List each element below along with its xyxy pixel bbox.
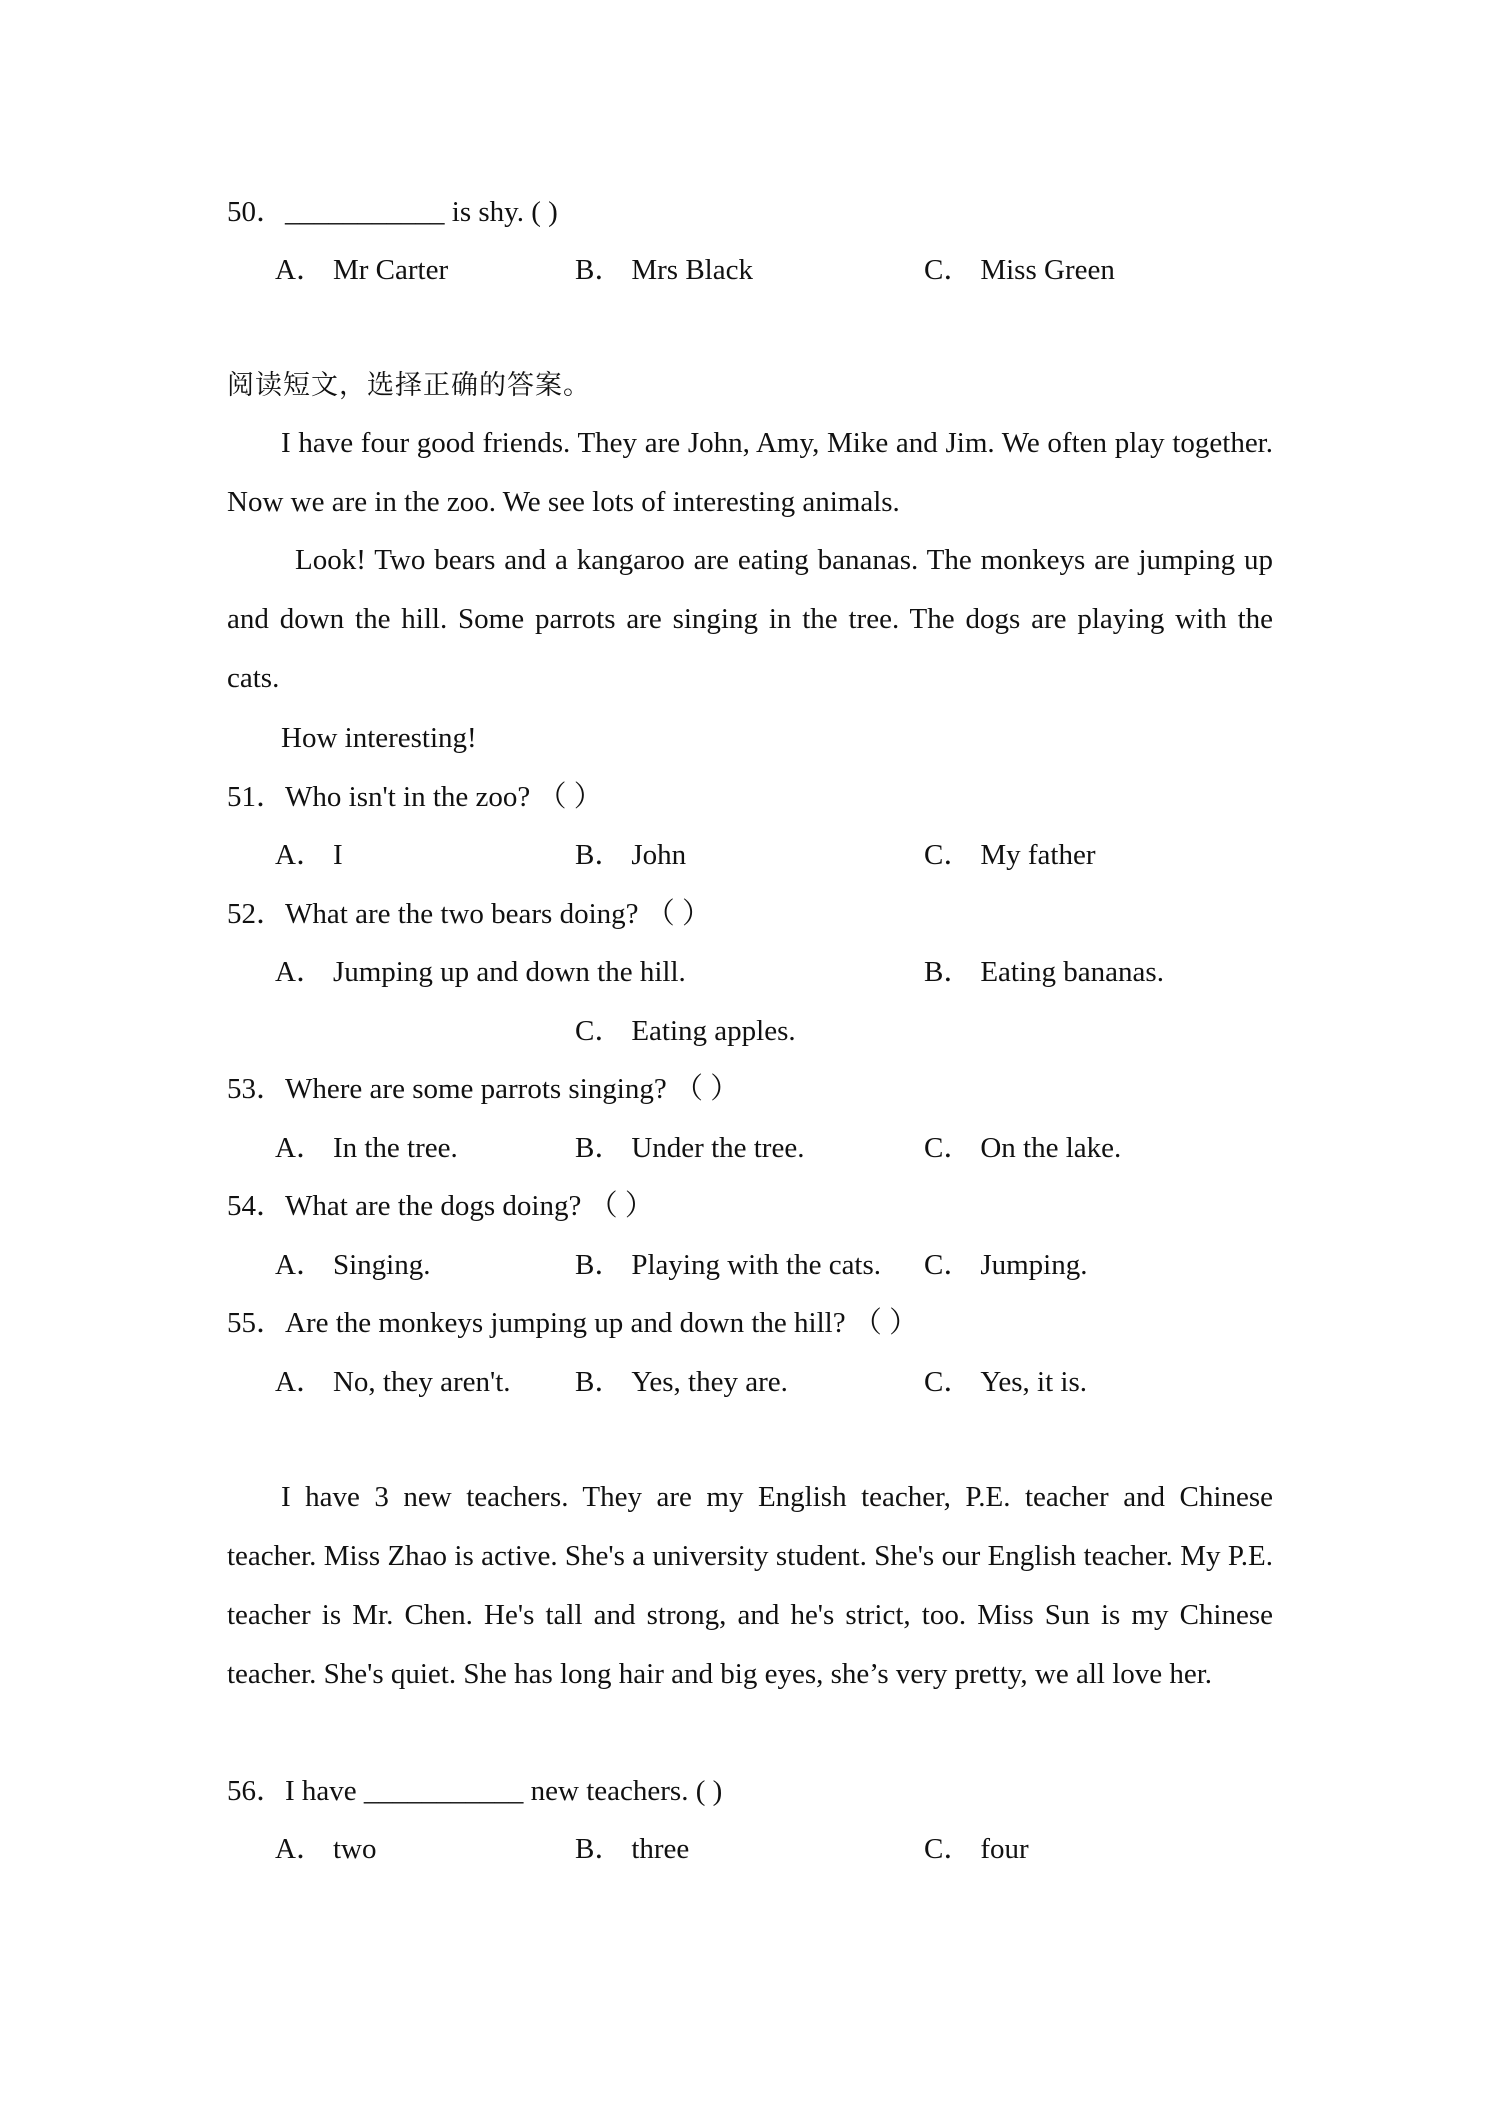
question-number: 52． xyxy=(227,898,286,930)
question-number: 51． xyxy=(227,781,286,813)
question-55-option-b xyxy=(575,1362,788,1402)
passage-2-paragraph-1: I have 3 new teachers. They are my English teacher, P.E. teacher and Chinese teacher. Miss Zhao is active. She's a university student. She's our English teacher. My P.E. teacher is Mr. Chen. He's tall and strong, and he's strict, too. Miss Sun is my Chinese teacher. She's quiet. She has long hair and big eyes, she’s very pretty, we all love her. xyxy=(227,1481,1273,1690)
option-label: B． xyxy=(575,254,624,286)
question-56-option-a xyxy=(275,1829,376,1869)
question-50-option-b xyxy=(575,250,753,290)
question-54-option-b xyxy=(575,1245,881,1285)
question-56-option-b xyxy=(575,1829,689,1869)
question-51-option-b xyxy=(575,835,686,875)
option-text: My father xyxy=(980,839,1096,871)
option-text: John xyxy=(631,839,687,871)
option-text: I xyxy=(332,839,343,871)
option-label: A． xyxy=(275,254,325,286)
option-label: C． xyxy=(924,1249,973,1281)
question-number: 55． xyxy=(227,1307,286,1339)
question-51-option-a xyxy=(275,835,343,875)
option-text: four xyxy=(980,1833,1029,1865)
question-text: ___________ is shy. ( ) xyxy=(285,196,558,228)
question-number: 54． xyxy=(227,1190,286,1222)
question-50-option-c xyxy=(924,250,1115,290)
question-text: What are the two bears doing? （ ） xyxy=(285,898,712,930)
question-text: Where are some parrots singing? （ ） xyxy=(285,1073,740,1105)
question-51 xyxy=(227,777,603,817)
question-54-option-c xyxy=(924,1245,1088,1285)
question-55 xyxy=(227,1303,918,1343)
option-label: A． xyxy=(275,839,325,871)
question-54-option-a xyxy=(275,1245,430,1285)
passage-1-paragraph-1: I have four good friends. They are John, Amy, Mike and Jim. We often play together. Now we are in the zoo. We see lots of interesting animals. xyxy=(227,427,1273,518)
question-54 xyxy=(227,1186,654,1226)
option-text: On the lake. xyxy=(980,1132,1122,1164)
question-56 xyxy=(227,1771,722,1811)
passage-1-paragraph-3: How interesting! xyxy=(281,722,477,754)
option-label: C． xyxy=(924,254,973,286)
option-text: Yes, they are. xyxy=(631,1366,788,1398)
question-text: What are the dogs doing? （ ） xyxy=(285,1190,654,1222)
option-text: In the tree. xyxy=(332,1132,458,1164)
question-number: 53． xyxy=(227,1073,286,1105)
option-label: B． xyxy=(575,839,624,871)
question-51-option-c xyxy=(924,835,1096,875)
question-56-option-c xyxy=(924,1829,1029,1869)
option-label: C． xyxy=(924,839,973,871)
option-label: A． xyxy=(275,1366,325,1398)
option-text: Eating apples. xyxy=(631,1015,796,1047)
option-label: B． xyxy=(575,1132,624,1164)
option-label: C． xyxy=(575,1015,624,1047)
option-label: A． xyxy=(275,1132,325,1164)
passage-1-paragraph-2: Look! Two bears and a kangaroo are eating bananas. The monkeys are jumping up and down the hill. Some parrots are singing in the tree. The dogs are playing with the cats. xyxy=(227,544,1273,694)
option-text: Yes, it is. xyxy=(980,1366,1087,1398)
option-text: two xyxy=(332,1833,377,1865)
option-label: C． xyxy=(924,1833,973,1865)
question-number: 56． xyxy=(227,1775,286,1807)
option-text: Eating bananas. xyxy=(980,956,1164,988)
question-53-option-b xyxy=(575,1128,804,1168)
option-text: Miss Green xyxy=(980,254,1115,286)
option-label: B． xyxy=(575,1366,624,1398)
option-label: A． xyxy=(275,1249,325,1281)
option-text: three xyxy=(631,1833,690,1865)
option-text: Mrs Black xyxy=(631,254,753,286)
question-text: Are the monkeys jumping up and down the hill? （ ） xyxy=(285,1307,919,1339)
question-53-option-c xyxy=(924,1128,1121,1168)
option-label: A． xyxy=(275,956,325,988)
question-52-option-c xyxy=(575,1011,796,1051)
option-text: Playing with the cats. xyxy=(631,1249,882,1281)
question-text: I have ___________ new teachers. ( ) xyxy=(285,1775,723,1807)
question-50 xyxy=(227,192,558,232)
question-text: Who isn't in the zoo? （ ） xyxy=(285,781,603,813)
option-label: B． xyxy=(924,956,973,988)
option-label: A． xyxy=(275,1833,325,1865)
option-text: Mr Carter xyxy=(332,254,449,286)
question-55-option-a xyxy=(275,1362,511,1402)
option-text: Jumping. xyxy=(980,1249,1088,1281)
option-text: Jumping up and down the hill. xyxy=(332,956,686,988)
question-52-option-a xyxy=(275,952,686,992)
option-text: No, they aren't. xyxy=(332,1366,511,1398)
question-number: 50． xyxy=(227,196,286,228)
question-50-option-a xyxy=(275,250,448,290)
question-52-option-b xyxy=(924,952,1164,992)
question-52 xyxy=(227,894,711,934)
option-label: C． xyxy=(924,1366,973,1398)
question-53-option-a xyxy=(275,1128,458,1168)
option-text: Under the tree. xyxy=(631,1132,805,1164)
section-instruction: 阅读短文，选择正确的答案。 xyxy=(227,370,591,401)
option-label: C． xyxy=(924,1132,973,1164)
option-label: B． xyxy=(575,1249,624,1281)
option-text: Singing. xyxy=(332,1249,431,1281)
question-53 xyxy=(227,1069,739,1109)
option-label: B． xyxy=(575,1833,624,1865)
question-55-option-c xyxy=(924,1362,1087,1402)
